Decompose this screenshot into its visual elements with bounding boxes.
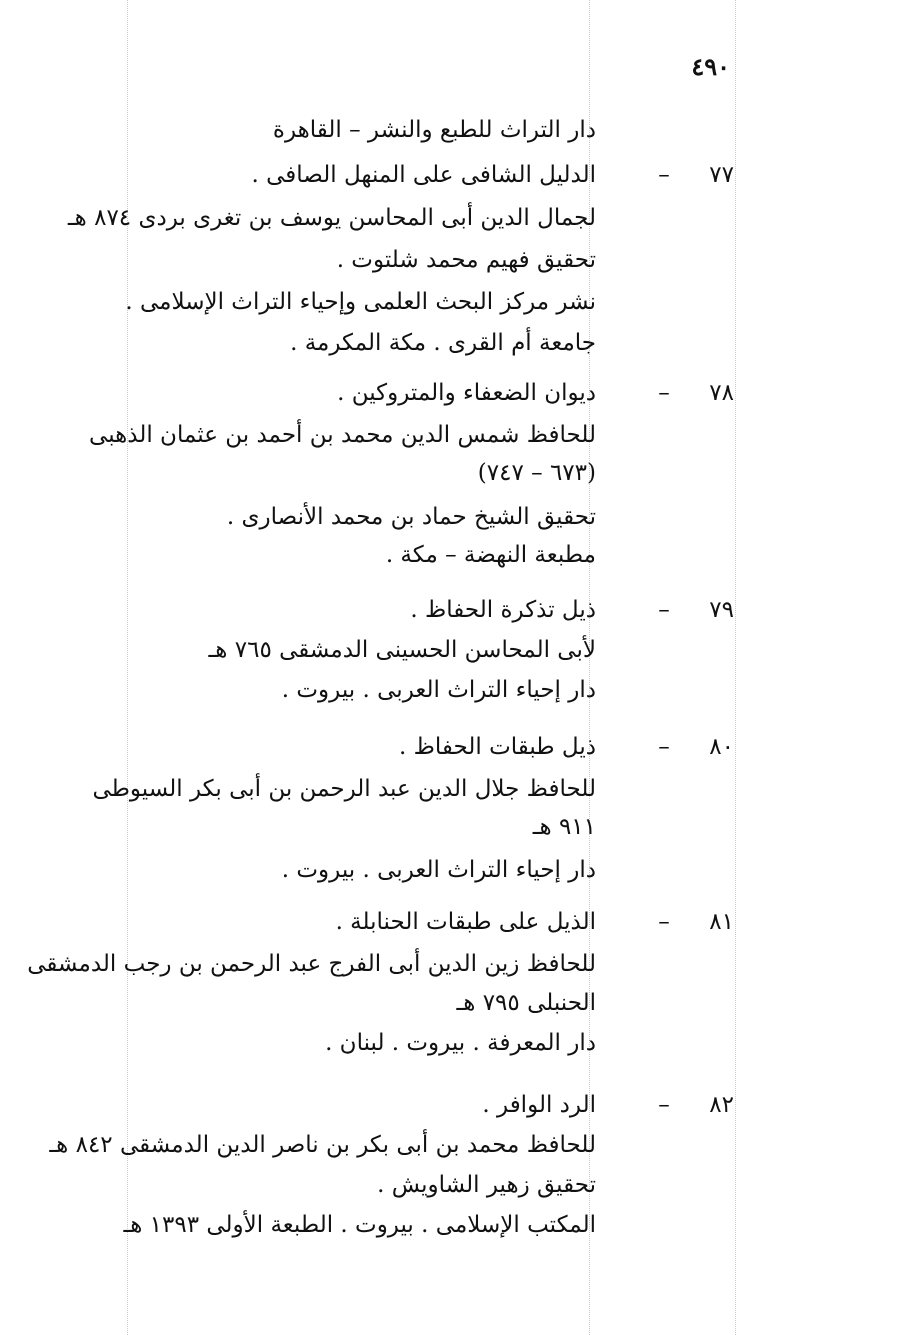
entry-line: تحقيق الشيخ حماد بن محمد الأنصارى . (226, 504, 596, 530)
entry-line: لأبى المحاسن الحسينى الدمشقى ٧٦٥ هـ (208, 637, 596, 663)
entry-title: الرد الوافر . (482, 1092, 596, 1118)
entry-line: للحافظ شمس الدين محمد بن أحمد بن عثمان الذهبى (89, 422, 596, 448)
entry-dash: – (658, 734, 670, 760)
margin-guide-right (735, 0, 736, 1335)
entry-line: الحنبلى ٧٩٥ هـ (456, 990, 596, 1016)
entry-number: ٨١ (709, 909, 734, 935)
entry-dash: – (658, 1092, 670, 1118)
entry-number: ٧٨ (709, 380, 734, 406)
entry-title: الذيل على طبقات الحنابلة . (335, 909, 596, 935)
entry-line: تحقيق زهير الشاويش . (377, 1172, 596, 1198)
entry-line: للحافظ محمد بن أبى بكر بن ناصر الدين الدمشقى ٨٤٢ هـ (49, 1132, 596, 1158)
entry-dash: – (658, 597, 670, 623)
entry-line: المكتب الإسلامى . بيروت . الطبعة الأولى ١٣٩٣ هـ (123, 1212, 596, 1238)
entry-line: جامعة أم القرى . مكة المكرمة . (290, 330, 596, 356)
entry-number: ٨٢ (709, 1092, 734, 1118)
entry-title: ذيل تذكرة الحفاظ . (410, 597, 596, 623)
entry-number: ٨٠ (709, 734, 734, 760)
entry-dash: – (658, 162, 670, 188)
entry-line: مطبعة النهضة – مكة . (385, 542, 596, 568)
entry-line: نشر مركز البحث العلمى وإحياء التراث الإسلامى . (125, 289, 596, 315)
entry-line: دار المعرفة . بيروت . لبنان . (325, 1030, 596, 1056)
entry-line: دار إحياء التراث العربى . بيروت . (281, 677, 596, 703)
entry-line: للحافظ زين الدين أبى الفرج عبد الرحمن بن رجب الدمشقى (27, 951, 596, 977)
entry-dash: – (658, 909, 670, 935)
entry-line: ٩١١ هـ (532, 814, 596, 840)
entry-number: ٧٧ (709, 162, 734, 188)
intro-line: دار التراث للطبع والنشر – القاهرة (272, 117, 596, 143)
entry-line: تحقيق فهيم محمد شلتوت . (336, 247, 596, 273)
entry-title: ديوان الضعفاء والمتروكين . (337, 380, 596, 406)
entry-line: (٦٧٣ – ٧٤٧) (477, 460, 596, 486)
page-number: ٤٩٠ (691, 52, 730, 81)
entry-line: دار إحياء التراث العربى . بيروت . (281, 857, 596, 883)
entry-number: ٧٩ (709, 597, 734, 623)
entry-line: لجمال الدين أبى المحاسن يوسف بن تغرى بردى ٨٧٤ هـ (67, 205, 596, 231)
entry-line: للحافظ جلال الدين عبد الرحمن بن أبى بكر السيوطى (92, 776, 596, 802)
entry-dash: – (658, 380, 670, 406)
entry-title: ذيل طبقات الحفاظ . (398, 734, 596, 760)
entry-title: الدليل الشافى على المنهل الصافى . (251, 162, 596, 188)
